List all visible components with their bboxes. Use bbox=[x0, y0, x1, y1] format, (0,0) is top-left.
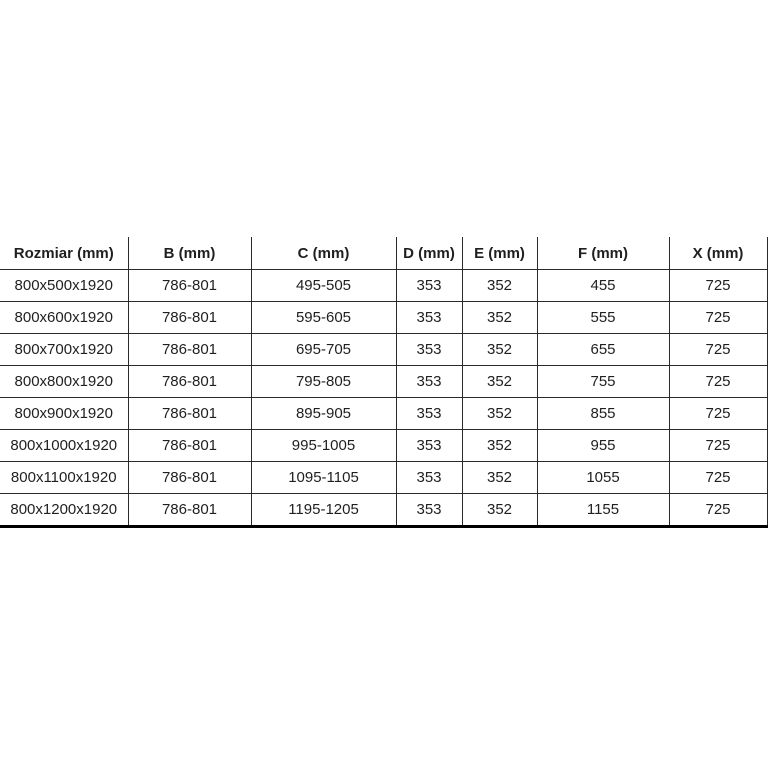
table-cell: 800x900x1920 bbox=[0, 398, 128, 430]
table-row bbox=[0, 494, 767, 527]
table-cell: 555 bbox=[537, 302, 669, 334]
table-header-cell-d: D (mm) bbox=[396, 237, 462, 270]
table-cell: 725 bbox=[669, 270, 767, 302]
table-cell: 955 bbox=[537, 430, 669, 462]
table-cell: 725 bbox=[669, 494, 767, 527]
table-cell: 800x800x1920 bbox=[0, 366, 128, 398]
table-cell: 695-705 bbox=[251, 334, 396, 366]
table-row bbox=[0, 270, 767, 302]
size-table bbox=[0, 237, 768, 528]
table-cell: 655 bbox=[537, 334, 669, 366]
table-cell: 353 bbox=[396, 494, 462, 527]
table-cell: 352 bbox=[462, 302, 537, 334]
table-cell: 786-801 bbox=[128, 334, 251, 366]
table-header-row bbox=[0, 237, 767, 270]
table-cell: 353 bbox=[396, 462, 462, 494]
table-cell: 352 bbox=[462, 430, 537, 462]
table-cell: 786-801 bbox=[128, 366, 251, 398]
table-cell: 755 bbox=[537, 366, 669, 398]
size-table-container bbox=[0, 237, 767, 528]
table-cell: 855 bbox=[537, 398, 669, 430]
table-cell: 786-801 bbox=[128, 398, 251, 430]
table-cell: 800x600x1920 bbox=[0, 302, 128, 334]
table-cell: 353 bbox=[396, 270, 462, 302]
table-cell: 800x1100x1920 bbox=[0, 462, 128, 494]
table-cell: 353 bbox=[396, 302, 462, 334]
table-cell: 353 bbox=[396, 334, 462, 366]
table-cell: 353 bbox=[396, 398, 462, 430]
table-cell: 725 bbox=[669, 462, 767, 494]
table-cell: 786-801 bbox=[128, 462, 251, 494]
table-row bbox=[0, 398, 767, 430]
table-cell: 1155 bbox=[537, 494, 669, 527]
table-header-cell-x: X (mm) bbox=[669, 237, 767, 270]
table-cell: 352 bbox=[462, 270, 537, 302]
table-row bbox=[0, 430, 767, 462]
table-cell: 595-605 bbox=[251, 302, 396, 334]
table-cell: 1095-1105 bbox=[251, 462, 396, 494]
table-cell: 786-801 bbox=[128, 494, 251, 527]
table-cell: 800x500x1920 bbox=[0, 270, 128, 302]
table-cell: 800x700x1920 bbox=[0, 334, 128, 366]
table-cell: 725 bbox=[669, 302, 767, 334]
table-cell: 725 bbox=[669, 366, 767, 398]
table-cell: 352 bbox=[462, 366, 537, 398]
table-cell: 352 bbox=[462, 462, 537, 494]
table-cell: 1195-1205 bbox=[251, 494, 396, 527]
table-header-cell-c: C (mm) bbox=[251, 237, 396, 270]
table-cell: 895-905 bbox=[251, 398, 396, 430]
table-cell: 352 bbox=[462, 334, 537, 366]
table-cell: 725 bbox=[669, 334, 767, 366]
table-cell: 995-1005 bbox=[251, 430, 396, 462]
table-cell: 795-805 bbox=[251, 366, 396, 398]
table-header-cell-e: E (mm) bbox=[462, 237, 537, 270]
table-header-cell-f: F (mm) bbox=[537, 237, 669, 270]
table-row bbox=[0, 366, 767, 398]
table-cell: 786-801 bbox=[128, 430, 251, 462]
table-cell: 800x1200x1920 bbox=[0, 494, 128, 527]
table-cell: 352 bbox=[462, 398, 537, 430]
table-cell: 1055 bbox=[537, 462, 669, 494]
table-row bbox=[0, 334, 767, 366]
table-cell: 455 bbox=[537, 270, 669, 302]
table-cell: 786-801 bbox=[128, 270, 251, 302]
table-cell: 353 bbox=[396, 366, 462, 398]
table-cell: 786-801 bbox=[128, 302, 251, 334]
table-cell: 800x1000x1920 bbox=[0, 430, 128, 462]
table-row bbox=[0, 462, 767, 494]
table-cell: 353 bbox=[396, 430, 462, 462]
table-cell: 352 bbox=[462, 494, 537, 527]
table-row bbox=[0, 302, 767, 334]
table-header-cell-rozmiar: Rozmiar (mm) bbox=[0, 237, 128, 270]
table-cell: 495-505 bbox=[251, 270, 396, 302]
table-cell: 725 bbox=[669, 398, 767, 430]
table-header-cell-b: B (mm) bbox=[128, 237, 251, 270]
table-cell: 725 bbox=[669, 430, 767, 462]
